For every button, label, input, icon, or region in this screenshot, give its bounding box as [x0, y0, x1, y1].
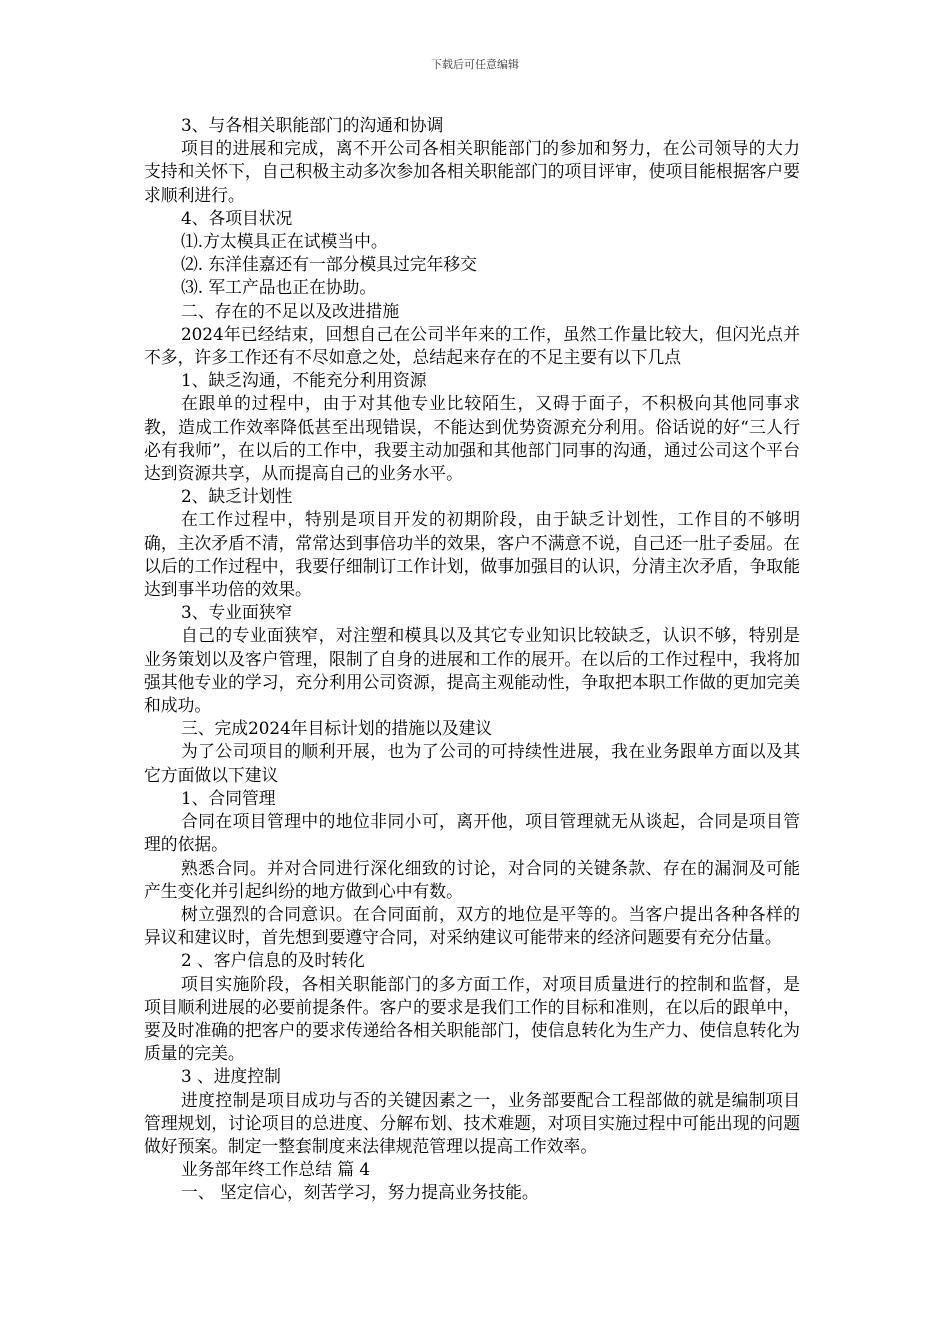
section-heading: 一、 坚定信心，刻苦学习，努力提高业务技能。 — [180, 1182, 539, 1203]
list-item: ⑶. 军工产品也正在协助。 — [180, 277, 377, 298]
paragraph: 项目实施阶段，各相关职能部门的多方面工作，对项目质量进行的控制和监督，是项目顺利进展的必要前提条件。客户的要求是我们工作的目标和准则，在以后的跟单中，要及时准确的把客户的要求传递给各相关职能部门，使信息转化为生产力、使信息转化为质量的完美。 — [144, 973, 800, 1064]
list-item: ⑴.方太模具正在试模当中。 — [180, 231, 388, 252]
section-heading: 三、完成2024年目标计划的措施以及建议 — [180, 718, 493, 739]
paragraph: 树立强烈的合同意识。在合同面前，双方的地位是平等的。当客户提出各种各样的异议和建议时，首先想到要遵守合同，对采纳建议可能带来的经济问题要有充分估量。 — [144, 903, 800, 948]
paragraph: 2024年已经结束，回想自己在公司半年来的工作，虽然工作量比较大，但闪光点并不多，许多工作还有不尽如意之处，总结起来存在的不足主要有以下几点 — [144, 323, 800, 368]
paragraph: 项目的进展和完成，离不开公司各相关职能部门的参加和努力，在公司领导的大力支持和关怀下，自己积极主动多次参加各相关职能部门的项目评审，使项目能根据客户要求顺利进行。 — [144, 138, 800, 205]
paragraph: 合同在项目管理中的地位非同小可，离开他，项目管理就无从谈起，合同是项目管理的依据。 — [144, 811, 800, 855]
section-heading: 2、缺乏计划性 — [180, 486, 293, 507]
paragraph: 熟悉合同。并对合同进行深化细致的讨论，对合同的关键条款、存在的漏洞及可能产生变化并引起纠纷的地方做到心中有数。 — [144, 857, 800, 901]
list-item: ⑵. 东洋佳嘉还有一部分模具过完年移交 — [180, 254, 477, 275]
section-heading: 1、合同管理 — [180, 787, 276, 808]
page-header: 下载后可任意编辑 — [431, 58, 519, 71]
section-heading: 3、专业面狭窄 — [180, 602, 293, 623]
section-heading: 4、各项目状况 — [180, 207, 293, 228]
section-heading: 3 、进度控制 — [180, 1066, 281, 1087]
document-body — [144, 114, 800, 1205]
paragraph: 自己的专业面狭窄，对注塑和模具以及其它专业知识比较缺乏，认识不够，特别是业务策划以及客户管理，限制了自身的进展和工作的展开。在以后的工作过程中，我将加强其他专业的学习，充分利用公司资源，提高主观能动性，争取把本职工作做的更加完美和成功。 — [144, 625, 800, 716]
section-heading: 3、与各相关职能部门的沟通和协调 — [180, 115, 444, 135]
section-heading: 二、存在的不足以及改进措施 — [180, 300, 400, 321]
paragraph: 进度控制是项目成功与否的关键因素之一，业务部要配合工程部做的就是编制项目管理规划，讨论项目的总进度、分解布划、技术难题，对项目实施过程中可能出现的问题做好预案。制定一整套制度来法律规范管理以提高工作效率。 — [144, 1089, 800, 1156]
paragraph: 在工作过程中，特别是项目开发的初期阶段，由于缺乏计划性，工作目的不够明确，主次矛盾不清，常常达到事倍功半的效果，客户不满意不说，自己还一肚子委屈。在以后的工作过程中，我要仔细制订工作计划，做事加强目的认识，分清主次矛盾，争取能达到事半功倍的效果。 — [144, 509, 800, 600]
section-title: 业务部年终工作总结 篇 4 — [180, 1159, 371, 1180]
section-heading: 1、缺乏沟通，不能充分利用资源 — [180, 370, 427, 391]
paragraph: 在跟单的过程中，由于对其他专业比较陌生，又碍于面子，不积极向其他同事求教，造成工作效率降低甚至出现错误，不能达到优势资源充分利用。俗话说的好“三人行必有我师”，在以后的工作中，我要主动加强和其他部门同事的沟通，通过公司这个平台达到资源共享，从而提高自己的业务水平。 — [144, 393, 800, 484]
paragraph: 为了公司项目的顺利开展，也为了公司的可持续性进展，我在业务跟单方面以及其它方面做以下建议 — [144, 741, 800, 785]
section-heading: 2 、客户信息的及时转化 — [180, 950, 365, 971]
